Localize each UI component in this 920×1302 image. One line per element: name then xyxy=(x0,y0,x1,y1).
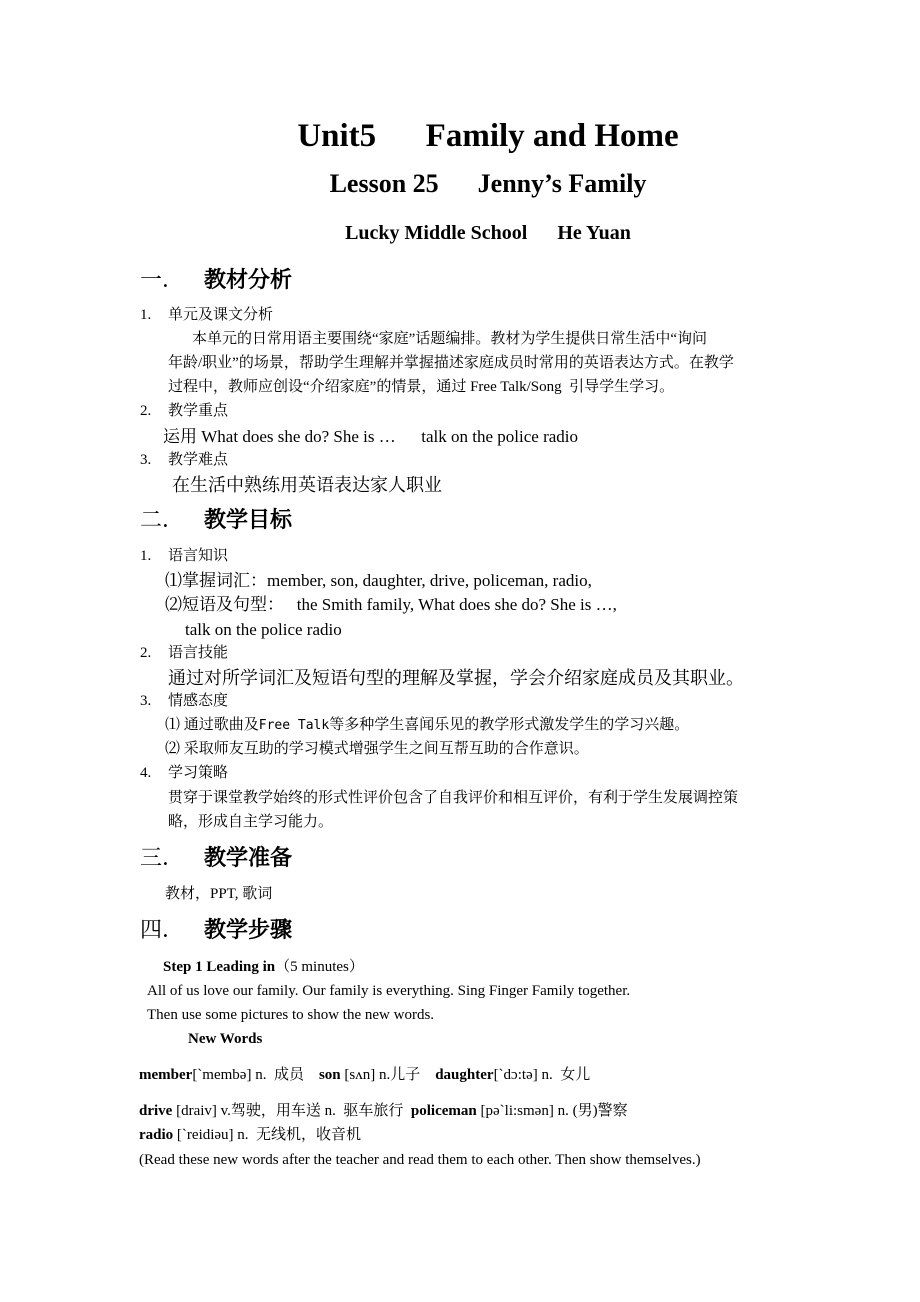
phrases-line: talk on the police radio xyxy=(185,620,342,639)
section-number: 一． xyxy=(140,267,185,292)
item-heading xyxy=(140,646,228,661)
word-line xyxy=(139,1068,590,1083)
word: policeman xyxy=(410,1103,477,1119)
item-label: 语言知识 xyxy=(168,548,229,564)
strategy-line: 贯穿于课堂教学始终的形式性评价包含了自我评价和相互评价，有利于学生发展调控策 xyxy=(168,790,739,806)
section-number: 三． xyxy=(140,845,185,870)
word-definition: [draiv] v.驾驶，用车送 n. 驱车旅行 xyxy=(172,1103,411,1119)
word-definition: [pə`li:smən] n. (男)警察 xyxy=(476,1103,628,1119)
item-number: 1. xyxy=(140,307,152,323)
word: daughter xyxy=(435,1067,494,1083)
paragraph-line: 过程中，教师应创设“介绍家庭”的情景，通过 Free Talk/Song 引导学生学习。 xyxy=(168,379,675,395)
section-heading-3 xyxy=(140,847,292,869)
item-label: 情感态度 xyxy=(168,693,229,709)
item-number: 2. xyxy=(140,403,152,419)
item-number: 4. xyxy=(140,765,152,781)
word-definition: [sʌn] n.儿子 xyxy=(340,1067,436,1083)
difficult-points-text: 在生活中熟练用英语表达家人职业 xyxy=(172,475,442,495)
section-heading-4 xyxy=(140,919,292,941)
word-definition: [`membə] n. 成员 xyxy=(192,1067,319,1083)
word: drive xyxy=(139,1103,173,1119)
word-definition: [`reidiəu] n. 无线机，收音机 xyxy=(173,1127,362,1143)
step-text: All of us love our family. Our family is everything. Sing Finger Family together. xyxy=(147,983,631,999)
item-heading xyxy=(140,453,228,468)
skills-text: 通过对所学词汇及短语句型的理解及掌握，学会介绍家庭成员及其职业。 xyxy=(168,668,744,688)
word: radio xyxy=(139,1127,174,1143)
text: Free Talk xyxy=(258,718,330,733)
item-number: 3. xyxy=(140,452,152,468)
section-number: 四． xyxy=(140,917,185,942)
item-label: 教学难点 xyxy=(168,452,229,468)
item-label: 单元及课文分析 xyxy=(168,307,274,323)
word: member xyxy=(139,1067,193,1083)
phrases-line: ⑵短语及句型： the Smith family, What does she do? She is …, xyxy=(165,595,617,614)
item-number: 2. xyxy=(140,645,152,661)
section-number: 二． xyxy=(140,507,185,532)
document-title: Unit5 Family and Home xyxy=(297,118,679,154)
item-heading xyxy=(140,694,228,709)
step-time: （5 minutes） xyxy=(275,959,364,975)
key-points-text: 运用 What does she do? She is … talk on the police radio xyxy=(163,427,578,446)
item-number: 3. xyxy=(140,693,152,709)
section-title: 教学准备 xyxy=(204,845,293,870)
item-label: 学习策略 xyxy=(168,765,229,781)
item-label: 教学重点 xyxy=(168,403,229,419)
section-title: 教学目标 xyxy=(204,507,293,532)
item-number: 1. xyxy=(140,548,152,564)
step-text: Then use some pictures to show the new words. xyxy=(147,1007,435,1023)
preparation-text: 教材，PPT, 歌词 xyxy=(165,886,273,902)
strategy-line: 略，形成自主学习能力。 xyxy=(168,814,334,830)
word-line xyxy=(139,1128,361,1143)
paragraph-line: 本单元的日常用语主要围绕“家庭”话题编排。教材为学生提供日常生活中“询问 xyxy=(192,331,707,347)
word-line xyxy=(139,1104,628,1119)
section-title: 教学步骤 xyxy=(204,917,293,942)
author-line: Lucky Middle School He Yuan xyxy=(345,222,631,244)
new-words-heading: New Words xyxy=(188,1031,263,1047)
attitude-line xyxy=(165,718,689,733)
word-definition: [`dɔ:tə] n. 女儿 xyxy=(493,1067,591,1083)
section-heading-2 xyxy=(140,509,292,531)
lesson-title: Lesson 25 Jenny’s Family xyxy=(329,169,647,198)
instruction-note: (Read these new words after the teacher and read them to each other. Then show themselves.) xyxy=(139,1152,701,1168)
step-title: Step 1 Leading in xyxy=(163,959,276,975)
step-heading xyxy=(163,960,364,975)
item-heading xyxy=(140,404,228,419)
paragraph-line: 年龄/职业”的场景，帮助学生理解并掌握描述家庭成员时常用的英语表达方式。在教学 xyxy=(168,355,734,371)
vocabulary-line: ⑴掌握词汇：member, son, daughter, drive, policeman, radio, xyxy=(165,571,592,590)
attitude-line: ⑵ 采取师友互助的学习模式增强学生之间互帮互助的合作意识。 xyxy=(165,741,589,757)
word: son xyxy=(318,1067,341,1083)
item-heading xyxy=(140,549,228,564)
section-title: 教材分析 xyxy=(204,267,293,292)
item-heading xyxy=(140,766,228,781)
item-label: 语言技能 xyxy=(168,645,229,661)
text: ⑴ 通过歌曲及 xyxy=(165,717,259,733)
section-heading-1 xyxy=(140,269,292,291)
item-heading xyxy=(140,308,273,323)
text: 等多种学生喜闻乐见的教学形式激发学生的学习兴趣。 xyxy=(329,717,690,733)
